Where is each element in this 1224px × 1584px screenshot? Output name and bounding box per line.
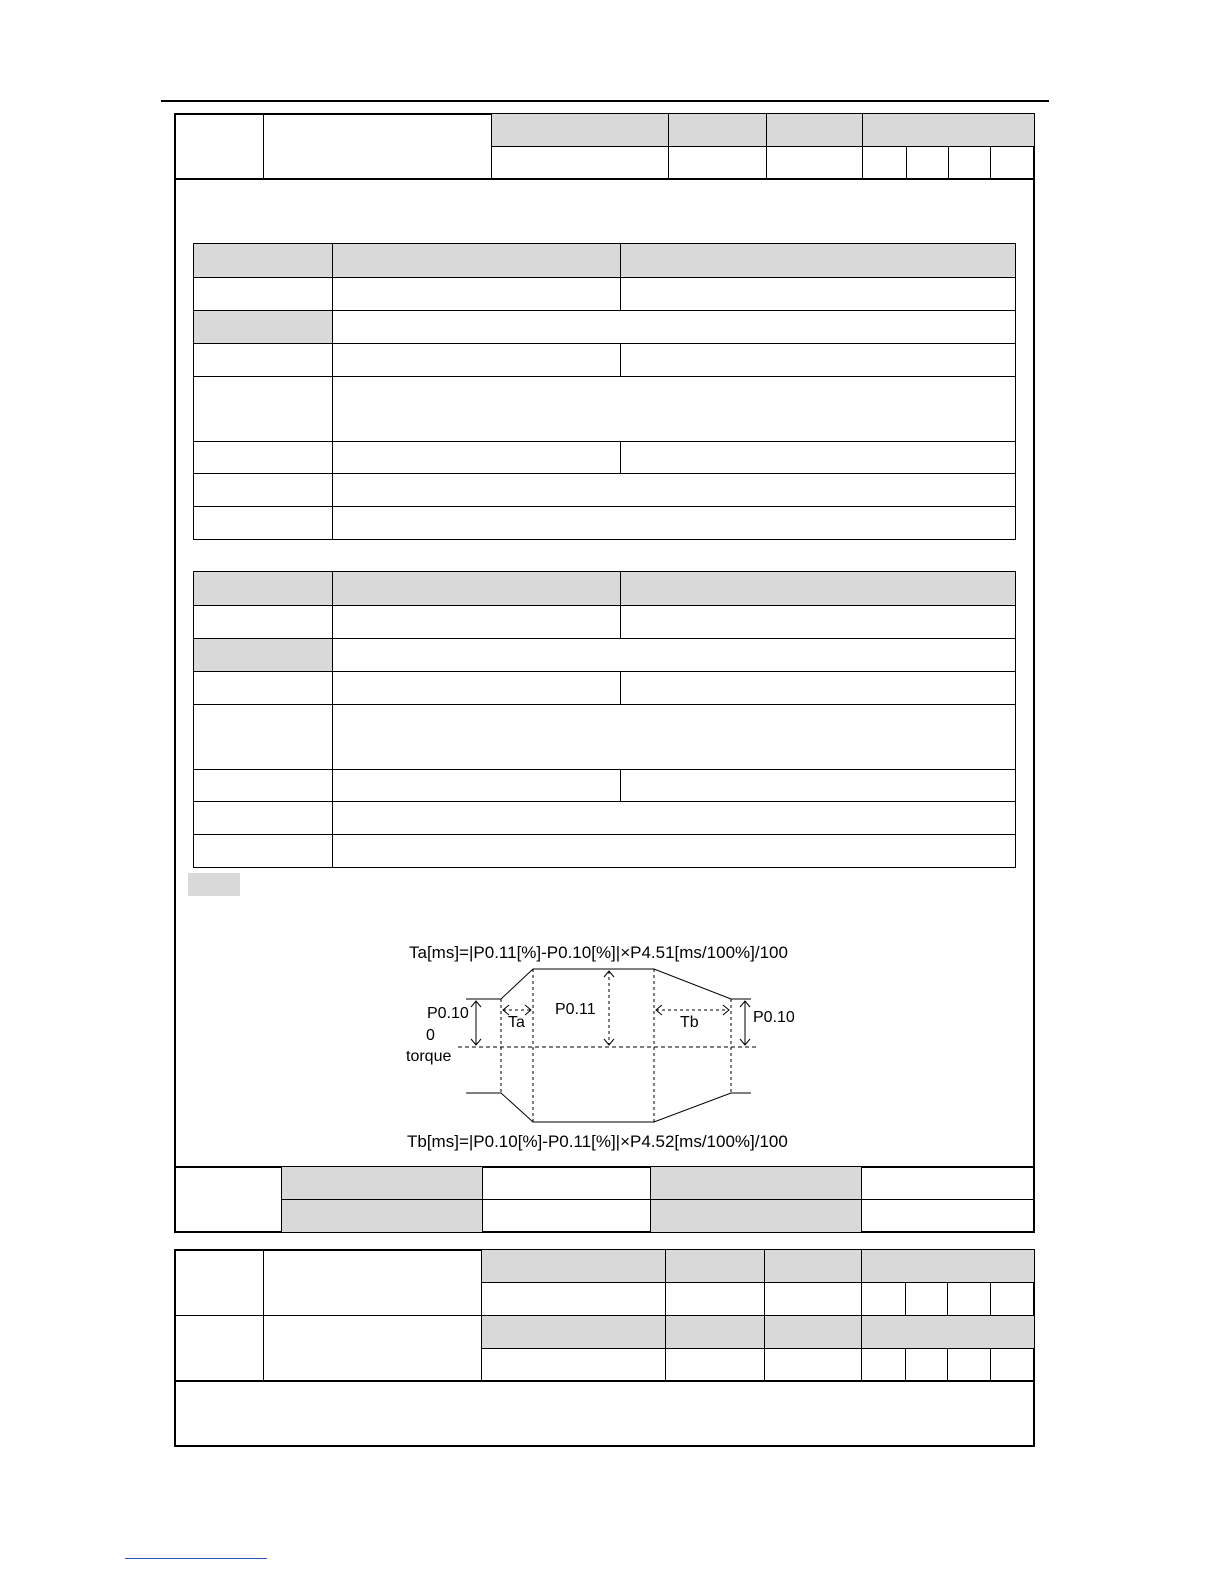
table-b-row4-label <box>193 704 333 770</box>
header-rule <box>161 100 1049 102</box>
mode-p-cell <box>862 146 907 180</box>
table-a-row5-c2 <box>332 441 621 474</box>
param2-code-cell <box>174 1249 264 1316</box>
param2-range-value <box>481 1282 666 1316</box>
table-b-row3-c3 <box>620 671 1016 705</box>
table-a-row1-c1 <box>193 277 333 311</box>
table-b-row5-c2 <box>332 769 621 802</box>
param3-name-cell <box>263 1315 482 1382</box>
mode-t-cell <box>948 146 991 180</box>
param-name-cell <box>263 113 492 180</box>
table-b-header-1 <box>193 571 333 606</box>
param2-mode-f <box>990 1282 1035 1316</box>
table-a-row4-label <box>193 376 333 442</box>
param2-unit-header <box>665 1249 765 1283</box>
table-b-header-3 <box>620 571 1016 606</box>
related-header-3 <box>281 1199 483 1233</box>
table-b-row1-c3 <box>620 605 1016 639</box>
table-a-row7-label <box>193 506 333 540</box>
table-a-row6-value <box>332 473 1016 507</box>
table-a-row6-label <box>193 473 333 507</box>
param2-default-header <box>764 1249 862 1283</box>
table-a-header-3 <box>620 243 1016 278</box>
table-b-row5-c1 <box>193 769 333 802</box>
related-value-2 <box>861 1166 1035 1200</box>
param3-unit-header <box>665 1315 765 1349</box>
table-b-row2-value <box>332 638 1016 672</box>
footnote-rule <box>125 1558 267 1559</box>
param2-mode-t <box>947 1282 991 1316</box>
table-b-row7-value <box>332 834 1016 868</box>
table-b-header-2 <box>332 571 621 606</box>
param3-mode-f <box>990 1348 1035 1382</box>
param3-mode-p <box>861 1348 906 1382</box>
param3-mode-s <box>905 1348 948 1382</box>
param2-name-cell <box>263 1249 482 1316</box>
table-b-row5-c3 <box>620 769 1016 802</box>
param2-default-value <box>764 1282 862 1316</box>
param2-mode-s <box>905 1282 948 1316</box>
table-a-row5-c1 <box>193 441 333 474</box>
param2-mode-p <box>861 1282 906 1316</box>
table-a-row3-c1 <box>193 343 333 377</box>
table-a-row1-c3 <box>620 277 1016 311</box>
note-tag <box>188 873 240 896</box>
label-p010-right: P0.10 <box>753 1009 795 1026</box>
table-b-row7-label <box>193 834 333 868</box>
table-b-row6-label <box>193 801 333 835</box>
table-a-row5-c3 <box>620 441 1016 474</box>
mode-header <box>862 113 1035 147</box>
table-a-header-2 <box>332 243 621 278</box>
torque-limit-diagram <box>380 930 830 1160</box>
param3-unit-value <box>665 1348 765 1382</box>
p011-arrow <box>604 971 614 1045</box>
unit-header <box>668 113 767 147</box>
param3-default-header <box>764 1315 862 1349</box>
param2-mode-header <box>861 1249 1035 1283</box>
setting-range-value <box>491 146 669 180</box>
table-a-row1-c2 <box>332 277 621 311</box>
setting-range-header <box>491 113 669 147</box>
related-value-1 <box>482 1166 651 1200</box>
left-p010-arrow <box>471 1001 481 1045</box>
label-zero: 0 <box>426 1027 435 1044</box>
formula-tb: Tb[ms]=|P0.10[%]-P0.11[%]|×P4.52[ms/100%]/100 <box>407 1132 788 1151</box>
table-b-row6-value <box>332 801 1016 835</box>
table-a-row7-value <box>332 506 1016 540</box>
unit-value <box>668 146 767 180</box>
param2-range-header <box>481 1249 666 1283</box>
param3-default-value <box>764 1348 862 1382</box>
related-value-3 <box>482 1199 651 1233</box>
right-p010-arrow <box>740 1001 750 1045</box>
default-value <box>766 146 863 180</box>
table-b-row1-c1 <box>193 605 333 639</box>
table-b-row3-c1 <box>193 671 333 705</box>
table-a-row2-label <box>193 310 333 344</box>
table-b-row2-label <box>193 638 333 672</box>
related-header-4 <box>650 1199 862 1233</box>
label-p010-left: P0.10 <box>427 1005 469 1022</box>
table-a-row2-value <box>332 310 1016 344</box>
default-header <box>766 113 863 147</box>
label-torque: torque <box>406 1048 452 1065</box>
param3-mode-t <box>947 1348 991 1382</box>
label-ta: Ta <box>508 1014 525 1031</box>
table-a-header-1 <box>193 243 333 278</box>
param2-header-bottom-rule <box>174 1380 1035 1382</box>
table-a-row4-value <box>332 376 1016 442</box>
related-header-2 <box>650 1166 862 1200</box>
param2-unit-value <box>665 1282 765 1316</box>
related-label-cell <box>174 1166 282 1233</box>
header-bottom-rule <box>174 178 1035 180</box>
mode-f-cell <box>990 146 1035 180</box>
table-b-row4-value <box>332 704 1016 770</box>
related-value-4 <box>861 1199 1035 1233</box>
mode-s-cell <box>906 146 949 180</box>
lower-torque-profile <box>466 1093 751 1122</box>
related-header-1 <box>281 1166 483 1200</box>
formula-ta: Ta[ms]=|P0.11[%]-P0.10[%]|×P4.51[ms/100%]/100 <box>409 943 788 962</box>
param-code-cell <box>174 113 264 180</box>
table-a-row3-c2 <box>332 343 621 377</box>
table-b-row1-c2 <box>332 605 621 639</box>
table-b-row3-c2 <box>332 671 621 705</box>
param3-range-value <box>481 1348 666 1382</box>
vertical-guides <box>501 969 731 1122</box>
label-p011: P0.11 <box>555 1001 596 1018</box>
param3-code-cell <box>174 1315 264 1382</box>
label-tb: Tb <box>680 1014 699 1031</box>
param3-mode-header <box>861 1315 1035 1349</box>
table-a-row3-c3 <box>620 343 1016 377</box>
param3-range-header <box>481 1315 666 1349</box>
